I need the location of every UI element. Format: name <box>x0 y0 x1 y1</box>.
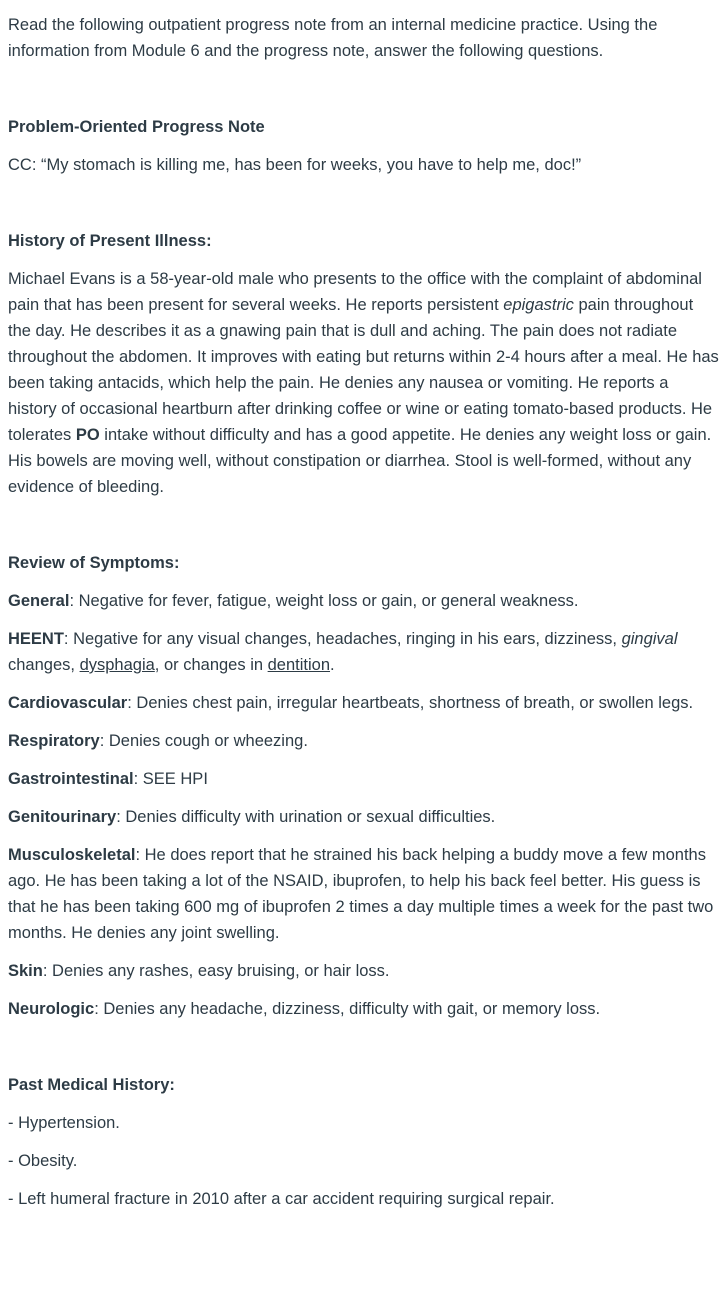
ros-neurologic <box>8 996 720 1022</box>
ros-text: , or changes in <box>154 656 268 674</box>
ros-text: : He does report that he strained his back helping a buddy move a few months ago. He has been taking a lot of the NSAID, ibuprofen, to help his back feel better. His guess is that he has been taking 600 mg of ibuprofen 2 times a day multiple times a week for the past two months. He denies any joint swelling. <box>8 846 714 942</box>
ros-text: changes, <box>8 656 80 674</box>
hpi-text: intake without difficulty and has a good appetite. He denies any weight loss or gain. His bowels are moving well, without constipation or diarrhea. Stool is well-formed, without any evidence of bleeding. <box>8 426 712 496</box>
ros-label: Cardiovascular <box>8 694 128 712</box>
intro-paragraph: Read the following outpatient progress note from an internal medicine practice. Using the information from Module 6 and the progress note, answer the following questions. <box>8 16 658 60</box>
ros-label: Gastrointestinal <box>8 770 134 788</box>
ros-label: HEENT <box>8 630 64 648</box>
ros-text: : Negative for fever, fatigue, weight loss or gain, or general weakness. <box>69 592 579 610</box>
blank-line <box>8 1034 720 1060</box>
term-dysphagia: dysphagia <box>79 656 155 674</box>
ros-genitourinary <box>8 804 720 830</box>
ros-text: : SEE HPI <box>133 770 208 788</box>
hpi-paragraph <box>8 266 720 500</box>
blank-line <box>8 190 720 216</box>
ros-musculoskeletal <box>8 842 720 946</box>
hpi-heading: History of Present Illness: <box>8 232 212 250</box>
ros-label: Musculoskeletal <box>8 846 136 864</box>
ros-gastrointestinal <box>8 766 720 792</box>
pmh-item: - Hypertension. <box>8 1114 120 1132</box>
ros-heent <box>8 626 720 678</box>
term-dentition: dentition <box>267 656 331 674</box>
pmh-item: - Left humeral fracture in 2010 after a car accident requiring surgical repair. <box>8 1190 555 1208</box>
ros-general <box>8 588 720 614</box>
hpi-text: Michael Evans is a 58-year-old male who presents to the office with the complaint of abdominal pain that has been present for several weeks. He reports persistent <box>8 270 702 314</box>
ros-text: : Negative for any visual changes, headaches, ringing in his ears, dizziness, <box>63 630 622 648</box>
ros-respiratory <box>8 728 720 754</box>
ros-skin <box>8 958 720 984</box>
blank-line <box>8 512 720 538</box>
term-gingival: gingival <box>621 630 678 648</box>
ros-label: Genitourinary <box>8 808 117 826</box>
pmh-heading: Past Medical History: <box>8 1076 175 1094</box>
ros-label: Neurologic <box>8 1000 95 1018</box>
pmh-item: - Obesity. <box>8 1152 78 1170</box>
note-title: Problem-Oriented Progress Note <box>8 118 265 136</box>
blank-line <box>8 76 720 102</box>
ros-text: : Denies chest pain, irregular heartbeats, shortness of breath, or swollen legs. <box>127 694 694 712</box>
ros-text: : Denies cough or wheezing. <box>99 732 308 750</box>
ros-cardiovascular <box>8 690 720 716</box>
term-epigastric: epigastric <box>503 296 574 314</box>
chief-complaint: CC: “My stomach is killing me, has been for weeks, you have to help me, doc!” <box>8 156 582 174</box>
term-po: PO <box>75 426 100 444</box>
hpi-text: pain throughout the day. He describes it as a gnawing pain that is dull and aching. The pain does not radiate throughout the abdomen. It improves with eating but returns within 2-4 hours after a meal. He has been taking antacids, which help the pain. He denies any nausea or vomiting. He reports a history of occasional heartburn after drinking coffee or wine or eating tomato-based products. He tolerates <box>8 296 719 444</box>
ros-text: : Denies any headache, dizziness, difficulty with gait, or memory loss. <box>94 1000 601 1018</box>
ros-label: General <box>8 592 70 610</box>
ros-heading: Review of Symptoms: <box>8 554 180 572</box>
ros-text: : Denies any rashes, easy bruising, or hair loss. <box>42 962 390 980</box>
ros-text: : Denies difficulty with urination or sexual difficulties. <box>116 808 496 826</box>
ros-label: Respiratory <box>8 732 100 750</box>
ros-label: Skin <box>8 962 43 980</box>
ros-text: . <box>330 656 335 674</box>
